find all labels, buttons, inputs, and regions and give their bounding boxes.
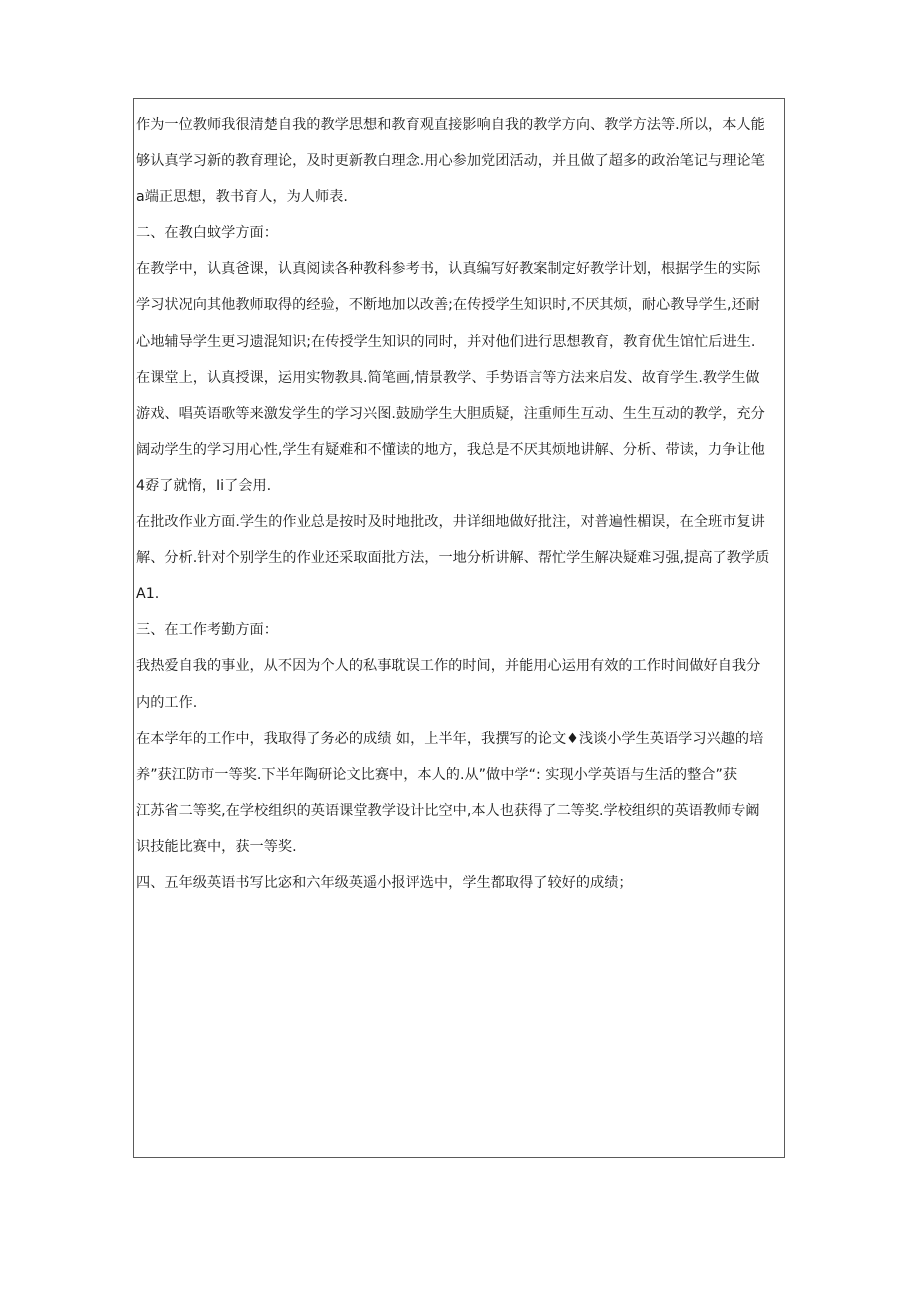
text-line: 够认真学习新的教育理论，及时更新教白理念.用心参加党团活动，并且做了超多的政治笔记与理论笔 xyxy=(136,153,765,170)
text-line: 作为一位教师我很清楚自我的教学思想和教育观直接影响自我的教学方向、教学方法等.所以，本人能 xyxy=(136,117,765,133)
text-line: 江苏省二等奖,在学校组织的英语课堂教学设计比空中,本人也获得了二等奖.学校组织的英语教师专阚 xyxy=(136,802,760,819)
text-line: 识技能比赛中，获一等奖. xyxy=(136,838,297,855)
text-line: 在本学年的工作中，我取得了务必的成绩 如，上半年，我撰写的论文♦浅谈小学生英语学习兴趣的培 xyxy=(136,730,764,747)
text-line: 解、分析.针对个别学生的作业还采取面批方法，一地分析讲解、帮忙学生解决疑难习强,提高了教学质 xyxy=(136,550,770,567)
text-line: 在教学中，认真爸课，认真阅读各种教科参考书，认真编写好教案制定好教学计划，根据学生的实际 xyxy=(136,261,761,278)
text-line: 养”获江防市一等奖.下半年陶研论文比赛中，本人的.从”做中学“: 实现小学英语与生活的整合”获 xyxy=(136,766,738,783)
text-line: 心地辅导学生更习遗混知识;在传授学生知识的同时，并对他们进行思想教育，教育优生馆忙后进生. xyxy=(136,333,756,350)
text-line: 4孬了就惰，Ii了会用. xyxy=(136,477,272,494)
document-body xyxy=(136,114,786,908)
section-heading: 三、在工作考勤方面： xyxy=(136,622,278,639)
section-heading: 四、五年级英语书写比宓和六年级英遥小报评选中，学生都取得了较好的成绩； xyxy=(136,874,633,891)
section-heading: 二、在教白蚊学方面： xyxy=(136,225,278,242)
text-line: 阔动学生的学习用心性,学生有疑难和不懂读的地方，我总是不厌其烦地讲解、分析、带读，力争让他 xyxy=(136,441,765,458)
text-line: 我热爱自我的事业，从不因为个人的私事耽误工作的时间，并能用心运用有效的工作时间做好自我分 xyxy=(136,658,761,675)
text-line: A1. xyxy=(136,586,160,603)
text-line: 学习状况向其他教师取得的经验，不断地加以改善;在传授学生知识时,不厌其烦，耐心教导学生,还耐 xyxy=(136,297,760,314)
text-line: a端正思想，教书育人，为人师表. xyxy=(136,189,348,206)
text-line: 在批改作业方面.学生的作业总是按时及时地批改，井详细地做好批注，对普遍性楣误，在全班市复讲 xyxy=(136,514,765,531)
text-line: 在课堂上，认真授课，运用实物教具.简笔画,情景教学、手势语言等方法来启发、故育学生.教学生做 xyxy=(136,369,760,386)
text-line: 游戏、唱英语歌等来激发学生的学习兴图.鼓励学生大胆质疑，注重师生互动、生生互动的教学，充分 xyxy=(136,405,765,422)
text-line: 内的工作. xyxy=(136,694,198,711)
